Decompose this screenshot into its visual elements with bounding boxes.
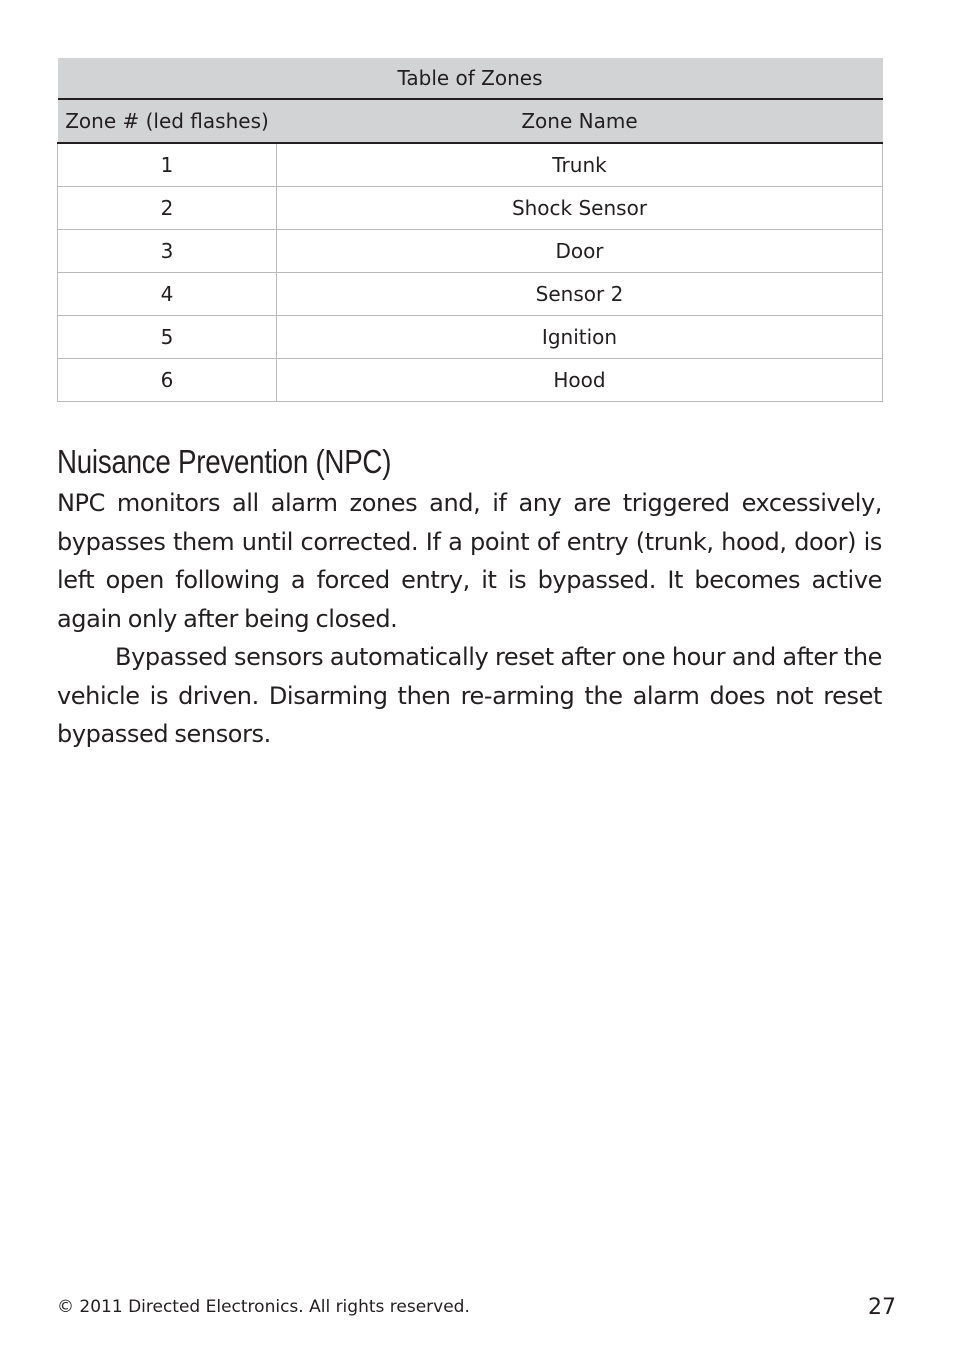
body-paragraph: Bypassed sensors automatically reset after one hour and after the vehicle is driven. Disarming then re-arming the alarm does not reset bypassed sensors. (57, 643, 882, 748)
zone-number-cell: 1 (58, 143, 277, 187)
table-row (58, 316, 883, 359)
zone-name-cell: Trunk (277, 143, 883, 187)
zone-number-cell: 3 (58, 230, 277, 273)
zone-name-cell: Door (277, 230, 883, 273)
zone-name-cell: Shock Sensor (277, 187, 883, 230)
column-header-zone-name: Zone Name (277, 99, 883, 143)
zone-number-cell: 2 (58, 187, 277, 230)
table-row (58, 273, 883, 316)
zone-name-cell: Hood (277, 359, 883, 402)
footer-copyright: © 2011 Directed Electronics. All rights reserved. (57, 1297, 470, 1317)
section-body (57, 484, 882, 754)
zones-table (57, 58, 883, 402)
body-paragraph: NPC monitors all alarm zones and, if any are triggered excessively, bypasses them until corrected. If a point of entry (trunk, hood, door) is left open following a forced entry, it is bypassed. It becomes active again only after being closed. (57, 489, 882, 633)
table-row (58, 143, 883, 187)
column-header-zone-number: Zone # (led flashes) (58, 99, 277, 143)
table-row (58, 187, 883, 230)
table-header-row (58, 99, 883, 143)
zone-name-cell: Sensor 2 (277, 273, 883, 316)
table-title-row (58, 58, 883, 99)
table-title: Table of Zones (58, 58, 883, 99)
table-row (58, 230, 883, 273)
page-number: 27 (868, 1295, 896, 1320)
zone-number-cell: 5 (58, 316, 277, 359)
zone-name-cell: Ignition (277, 316, 883, 359)
table-row (58, 359, 883, 402)
section-heading: Nuisance Prevention (NPC) (57, 443, 392, 480)
zone-number-cell: 4 (58, 273, 277, 316)
zone-number-cell: 6 (58, 359, 277, 402)
